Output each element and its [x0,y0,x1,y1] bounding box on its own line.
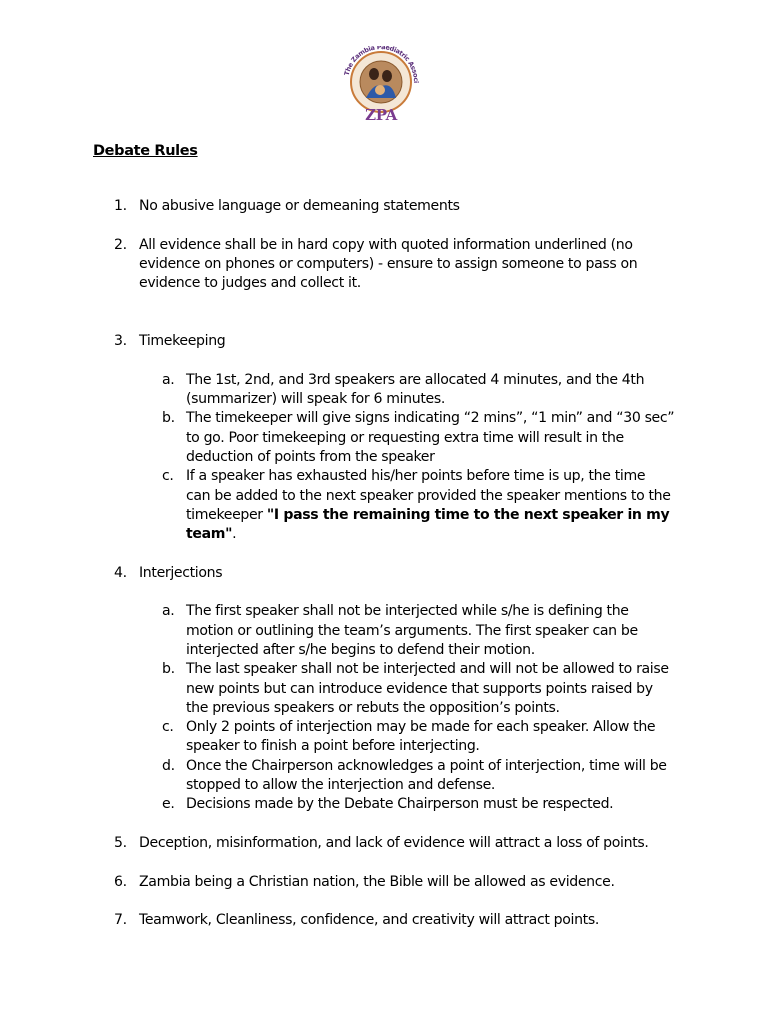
subrule-text: motion or outlining the team’s arguments. The first speaker can be [186,623,638,639]
subrule-text: stopped to allow the interjection and defense. [186,777,496,793]
subrule-letter: c. [162,719,174,735]
subrule-text: If a speaker has exhausted his/her points before time is up, the time [186,468,646,484]
subrule-letter: b. [162,661,175,677]
rule-text: All evidence shall be in hard copy with quoted information underlined (no [139,237,633,253]
subrule-text: can be added to the next speaker provided the speaker mentions to the [186,488,671,504]
subrule-text: new points but can introduce evidence that supports points raised by [186,681,653,697]
subrule-text: deduction of points from the speaker [186,449,435,465]
subrule-text: interjected after s/he begins to defend their motion. [186,642,535,658]
rule-number: 6. [114,874,127,890]
subrule-text: The last speaker shall not be interjected and will not be allowed to raise [186,661,669,677]
subrule-letter: b. [162,410,175,426]
subrule-text: The first speaker shall not be interjected while s/he is defining the [186,603,629,619]
rule-text: Interjections [139,565,223,581]
subrule-text [186,525,236,545]
subrule-text-plain: timekeeper [186,507,267,523]
subrule-text [186,506,669,526]
subrule-text: The timekeeper will give signs indicating “2 mins”, “1 min” and “30 sec” [186,410,675,426]
subrule-text-plain: . [232,526,237,542]
rule-number: 1. [114,198,127,214]
rule-text: Zambia being a Christian nation, the Bible will be allowed as evidence. [139,874,615,890]
subrule-text: Decisions made by the Debate Chairperson must be respected. [186,796,614,812]
subrule-text: (summarizer) will speak for 6 minutes. [186,391,445,407]
rule-text: evidence on phones or computers) - ensure to assign someone to pass on [139,256,638,272]
subrule-text: Once the Chairperson acknowledges a point of interjection, time will be [186,758,667,774]
rule-number: 3. [114,333,127,349]
logo-ring-text: The Zambia Paediatric Associ [342,46,421,83]
rule-text: Deception, misinformation, and lack of evidence will attract a loss of points. [139,835,649,851]
rule-number: 4. [114,565,127,581]
quoted-phrase: team" [186,526,233,542]
rule-text: evidence to judges and collect it. [139,275,361,291]
zpa-logo [336,46,426,124]
page-title: Debate Rules [93,143,198,159]
subrule-text: the previous speakers or rebuts the opposition’s points. [186,700,560,716]
subrule-letter: c. [162,468,174,484]
subrule-text: speaker to finish a point before interjecting. [186,738,480,754]
subrule-text: to go. Poor timekeeping or requesting extra time will result in the [186,430,624,446]
rule-number: 5. [114,835,127,851]
subrule-letter: e. [162,796,175,812]
rule-number: 2. [114,237,127,253]
quoted-phrase: "I pass the remaining time to the next speaker in my [266,507,670,523]
rule-text: Timekeeping [139,333,226,349]
subrule-text: The 1st, 2nd, and 3rd speakers are allocated 4 minutes, and the 4th [186,372,645,388]
subrule-text: Only 2 points of interjection may be made for each speaker. Allow the [186,719,656,735]
rule-text: Teamwork, Cleanliness, confidence, and creativity will attract points. [139,912,599,928]
rule-number: 7. [114,912,127,928]
subrule-letter: a. [162,603,175,619]
subrule-letter: a. [162,372,175,388]
rule-text: No abusive language or demeaning statements [139,198,460,214]
logo-abbr: ZPA [365,106,397,124]
subrule-letter: d. [162,758,175,774]
